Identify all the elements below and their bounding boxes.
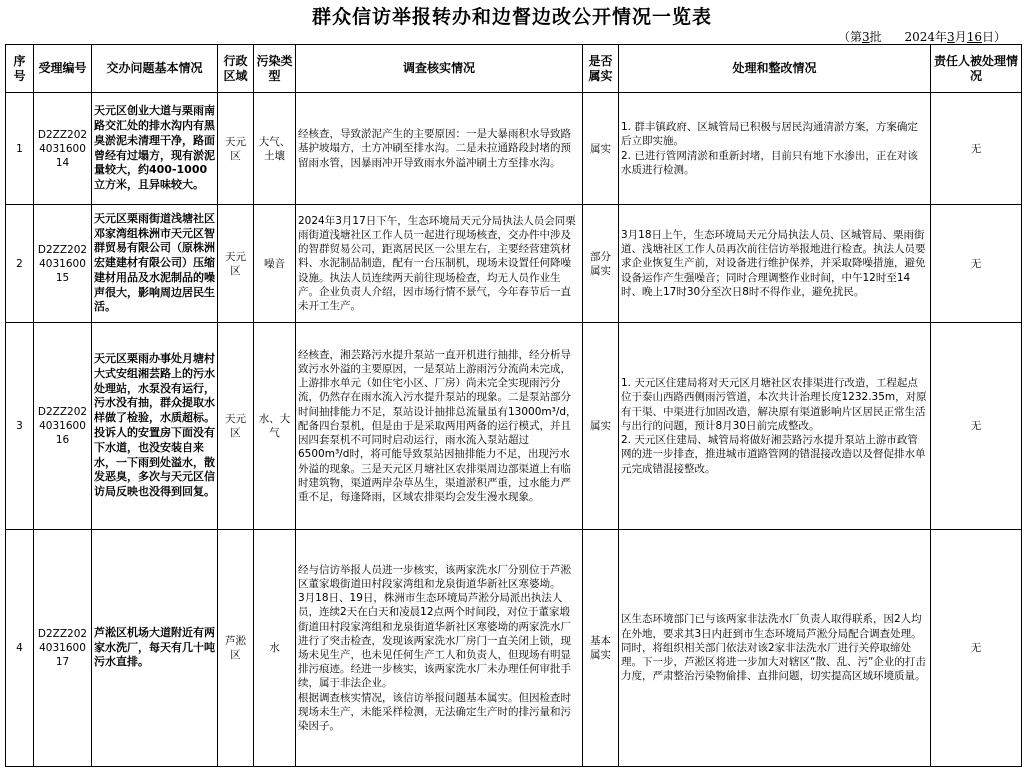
cell-issue: 天元区栗雨街道浅塘社区邓家湾组株洲市天元区智群贸易有限公司（原株洲宏建建材有限公司）压缩建材用品及水泥制品的噪声很大，影响周边居民生活。 [92, 205, 218, 323]
batch-word: 批 [869, 30, 882, 44]
batch-prefix: （第 [837, 30, 862, 44]
cell-accountability: 无 [931, 323, 1022, 530]
cell-accountability: 无 [931, 93, 1022, 205]
page-title: 群众信访举报转办和边督边改公开情况一览表 [311, 6, 712, 28]
batch-info [838, 28, 1006, 45]
cell-issue: 芦淞区机场大道附近有两家水洗厂，每天有几十吨污水直排。 [92, 530, 218, 767]
cell-investigation: 2024年3月17日下午，生态环境局天元分局执法人员会同栗雨街道浅塘社区工作人员一起进行现场核查，交办件中涉及的智群贸易公司，距离居民区一公里左右，主要经营建筑材料、水泥制品制造，配有一台压制机，现场未设置任何降噪设施。执法人员连续两天前往现场检查，均无人员作业生产。企业负责人介绍，因市场行情不景气，今年春节后一直未开工生产。 [296, 205, 583, 323]
cell-verified: 属实 [583, 323, 619, 530]
cell-pollution: 噪音 [254, 205, 296, 323]
cell-verified: 属实 [583, 93, 619, 205]
cell-pollution: 水、大气 [254, 323, 296, 530]
cell-verified: 部分属实 [583, 205, 619, 323]
cell-investigation: 经与信访举报人员进一步核实，该两家洗水厂分别位于芦淞区董家塅街道田村段家湾组和龙泉街道华新社区寒婆坳。 3月18日、19日，株洲市生态环境局芦淞分局派出执法人员，连续2天在白天和凌晨12点两个时间段，对位于董家塅街道田村段家湾组和龙泉街道华新社区寒婆坳的两家洗水厂进行了突击检查，发现该两家洗水厂房门一直关闭上锁，现场未见生产，也未见任何生产工人和负责人，但现场有明显排污痕迹。经进一步核实，该两家洗水厂未办理任何审批手续，属于非法企业。 根据调查核实情况，该信访举报问题基本属实。但因检查时现场未生产，未能采样检测，无法确定生产时的排污量和污染因子。 [296, 530, 583, 767]
cell-seq: 3 [6, 323, 34, 530]
cell-accountability: 无 [931, 205, 1022, 323]
cell-code: D2ZZ202403160017 [34, 530, 92, 767]
header-accountability: 责任人被处理情况 [931, 45, 1022, 93]
cell-handling: 区生态环境部门已与该两家非法洗水厂负责人取得联系，因2人均在外地，要求其3日内赶到市生态环境局芦淞分局配合调查处理。同时，将组织相关部门依法对该2家非法洗水厂进行关停取缔处理。下一步，芦淞区将进一步加大对辖区“散、乱、污”企业的打击力度，严肃整治污染物偷排、直排问题，切实提高区域环境质量。 [619, 530, 931, 767]
cell-handling: 1. 天元区住建局将对天元区月塘社区农排渠进行改造，工程起点位于泰山西路西侧雨污管道，本次共计治理长度1232.35m，对原有干渠、中渠进行加固改造，解决原有渠道影响片区居民正常生活与出行的问题，预计8月30日前完成整改。 2. 天元区住建局、城管局将做好湘芸路污水提升泵站上游市政管网的进一步排查，推进城市道路管网的错混接改造以及督促排水单元完成错混接整改。 [619, 323, 931, 530]
cell-handling: 1. 群丰镇政府、区城管局已积极与居民沟通清淤方案，方案确定后立即实施。 2. 已进行管网清淤和重新封堵，目前只有地下水渗出，正在对该水质进行检测。 [619, 93, 931, 205]
cell-seq: 2 [6, 205, 34, 323]
header-pollution: 污染类型 [254, 45, 296, 93]
batch-number: 3 [861, 30, 870, 44]
report-table [5, 44, 1022, 767]
batch-day: 16 [966, 30, 982, 44]
header-seq: 序号 [6, 45, 34, 93]
cell-seq: 1 [6, 93, 34, 205]
cell-code: D2ZZ202403160014 [34, 93, 92, 205]
header-code: 受理编号 [34, 45, 92, 93]
batch-month: 3 [947, 30, 955, 44]
header-verified: 是否属实 [583, 45, 619, 93]
cell-handling: 3月18日上午，生态环境局天元分局执法人员、区城管局、栗雨街道、浅塘社区工作人员再次前往信访举报地进行检查。执法人员要求企业恢复生产前，对设备进行维护保养，并采取降噪措施，避免设备运作产生强噪音；同时合理调整作业时间，中午12时至14时、晚上17时30分至次日8时不得作业，避免扰民。 [619, 205, 931, 323]
batch-year: 2024年 [904, 30, 948, 44]
table-row [6, 323, 1022, 530]
cell-seq: 4 [6, 530, 34, 767]
cell-code: D2ZZ202403160016 [34, 323, 92, 530]
header-handling: 处理和整改情况 [619, 45, 931, 93]
cell-pollution: 大气、土壤 [254, 93, 296, 205]
cell-district: 天元区 [218, 323, 254, 530]
cell-investigation: 经核查，湘芸路污水提升泵站一直开机进行抽排，经分析导致污水外溢的主要原因，一是泵站上游雨污分流尚未完成，上游排水单元（如住宅小区、厂房）尚未完全实现雨污分流，仍然存在雨水流入污水提升泵站的现象。二是泵站部分时间抽排能力不足，泵站设计抽排总流量虽有13000m³/d，配备四台泵机，但是由于是采取两用两备的运行模式，并且因四套泵机不可同时启动运行，雨水流入泵站超过6500m³/d时，将可能导致泵站因抽排能力不足，出现污水外溢的现象。三是天元区月塘社区农排渠周边部渠道上有临时建筑物，渠道两岸杂草丛生，渠道淤积严重，过水能力严重不足，每逢降雨，区域农排渠均会发生漫水现象。 [296, 323, 583, 530]
table-row [6, 93, 1022, 205]
cell-accountability: 无 [931, 530, 1022, 767]
header-issue: 交办问题基本情况 [92, 45, 218, 93]
cell-issue: 天元区栗雨办事处月塘村大式安组湘芸路上的污水处理站，水泵没有运行，污水没有抽，群众提取水样做了检验，水质超标。投诉人的安置房下面没有下水道，也没安装自来水，一下雨到处溢水，散发恶臭，多次与天元区信访局反映也没得到回复。 [92, 323, 218, 530]
cell-district: 芦淞区 [218, 530, 254, 767]
header-row [6, 45, 1022, 93]
cell-district: 天元区 [218, 205, 254, 323]
cell-pollution: 水 [254, 530, 296, 767]
cell-issue: 天元区创业大道与栗雨南路交汇处的排水沟内有黑臭淤泥未清理干净，路面曾经有过塌方，现有淤泥量较大，约400-1000立方米，且异味较大。 [92, 93, 218, 205]
table-row [6, 530, 1022, 767]
cell-code: D2ZZ202403160015 [34, 205, 92, 323]
cell-investigation: 经核查，导致淤泥产生的主要原因：一是大暴雨积水导致路基护坡塌方，土方冲刷至排水沟。二是未拉通路段封堵的预留雨水管，因暴雨冲开导致雨水外溢冲刷土方至排水沟。 [296, 93, 583, 205]
header-district: 行政区域 [218, 45, 254, 93]
cell-district: 天元区 [218, 93, 254, 205]
batch-day-word: 日） [981, 30, 1006, 44]
cell-verified: 基本属实 [583, 530, 619, 767]
header-investigation: 调查核实情况 [296, 45, 583, 93]
table-row [6, 205, 1022, 323]
batch-month-word: 月 [954, 30, 967, 44]
